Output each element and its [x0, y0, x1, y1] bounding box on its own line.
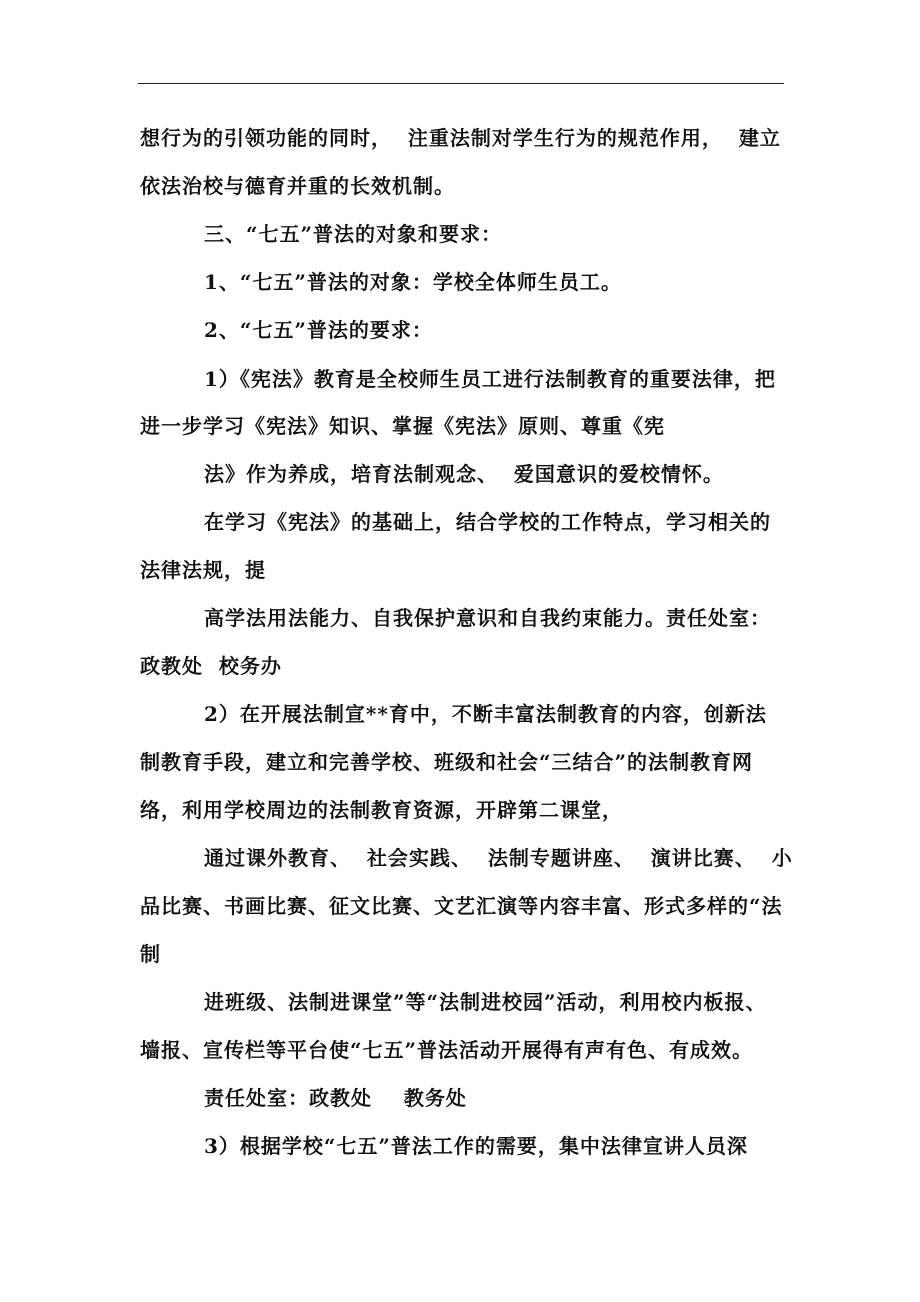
text-line-7: 进一步学习《宪法》知识、掌握《宪法》原则、尊重《宪 — [140, 414, 665, 438]
text-line-12: 政教处 校务办 — [140, 654, 282, 678]
text-line-13: 2）在开展法制宣**育中，不断丰富法制教育的内容，创新法 — [204, 702, 767, 726]
text-line-4: 1、“七五”普法的对象：学校全体师生员工。 — [204, 270, 622, 294]
text-line-9: 在学习《宪法》的基础上，结合学校的工作特点，学习相关的 — [204, 510, 771, 534]
text-line-11: 高学法用法能力、自我保护意识和自我约束能力。责任处室： — [204, 606, 771, 630]
text-line-6: 1）《宪法》教育是全校师生员工进行法制教育的重要法律，把 — [204, 367, 776, 391]
text-line-14: 制教育手段，建立和完善学校、班级和社会“三结合”的法制教育网 — [140, 750, 754, 774]
text-line-22: 3）根据学校“七五”普法工作的需要，集中法律宣讲人员深 — [204, 1134, 748, 1158]
text-line-19: 进班级、法制进课堂”等“法制进校园”活动，利用校内板报、 — [204, 990, 767, 1014]
text-line-21: 责任处室：政教处 教务处 — [204, 1086, 467, 1110]
text-line-10: 法律法规，提 — [140, 558, 266, 582]
text-line-16: 通过课外教育、 社会实践、 法制专题讲座、 演讲比赛、 小 — [204, 846, 793, 870]
text-line-2: 依法治校与德育并重的长效机制。 — [140, 174, 455, 198]
text-line-17: 品比赛、书画比赛、征文比赛、文艺汇演等内容丰富、形式多样的“法 — [140, 894, 783, 918]
text-line-15: 络，利用学校周边的法制教育资源，开辟第二课堂， — [140, 798, 623, 822]
text-line-18: 制 — [140, 942, 161, 966]
text-line-3: 三、“七五”普法的对象和要求： — [204, 222, 503, 246]
text-line-20: 墙报、宣传栏等平台使“七五”普法活动开展得有声有色、有成效。 — [140, 1038, 754, 1062]
text-line-5: 2、“七五”普法的要求： — [204, 318, 433, 342]
text-line-8: 法》作为养成，培育法制观念、 爱国意识的爱校情怀。 — [204, 462, 724, 486]
header-rule — [138, 83, 784, 84]
text-line-1: 想行为的引领功能的同时， 注重法制对学生行为的规范作用， 建立 — [140, 126, 781, 150]
